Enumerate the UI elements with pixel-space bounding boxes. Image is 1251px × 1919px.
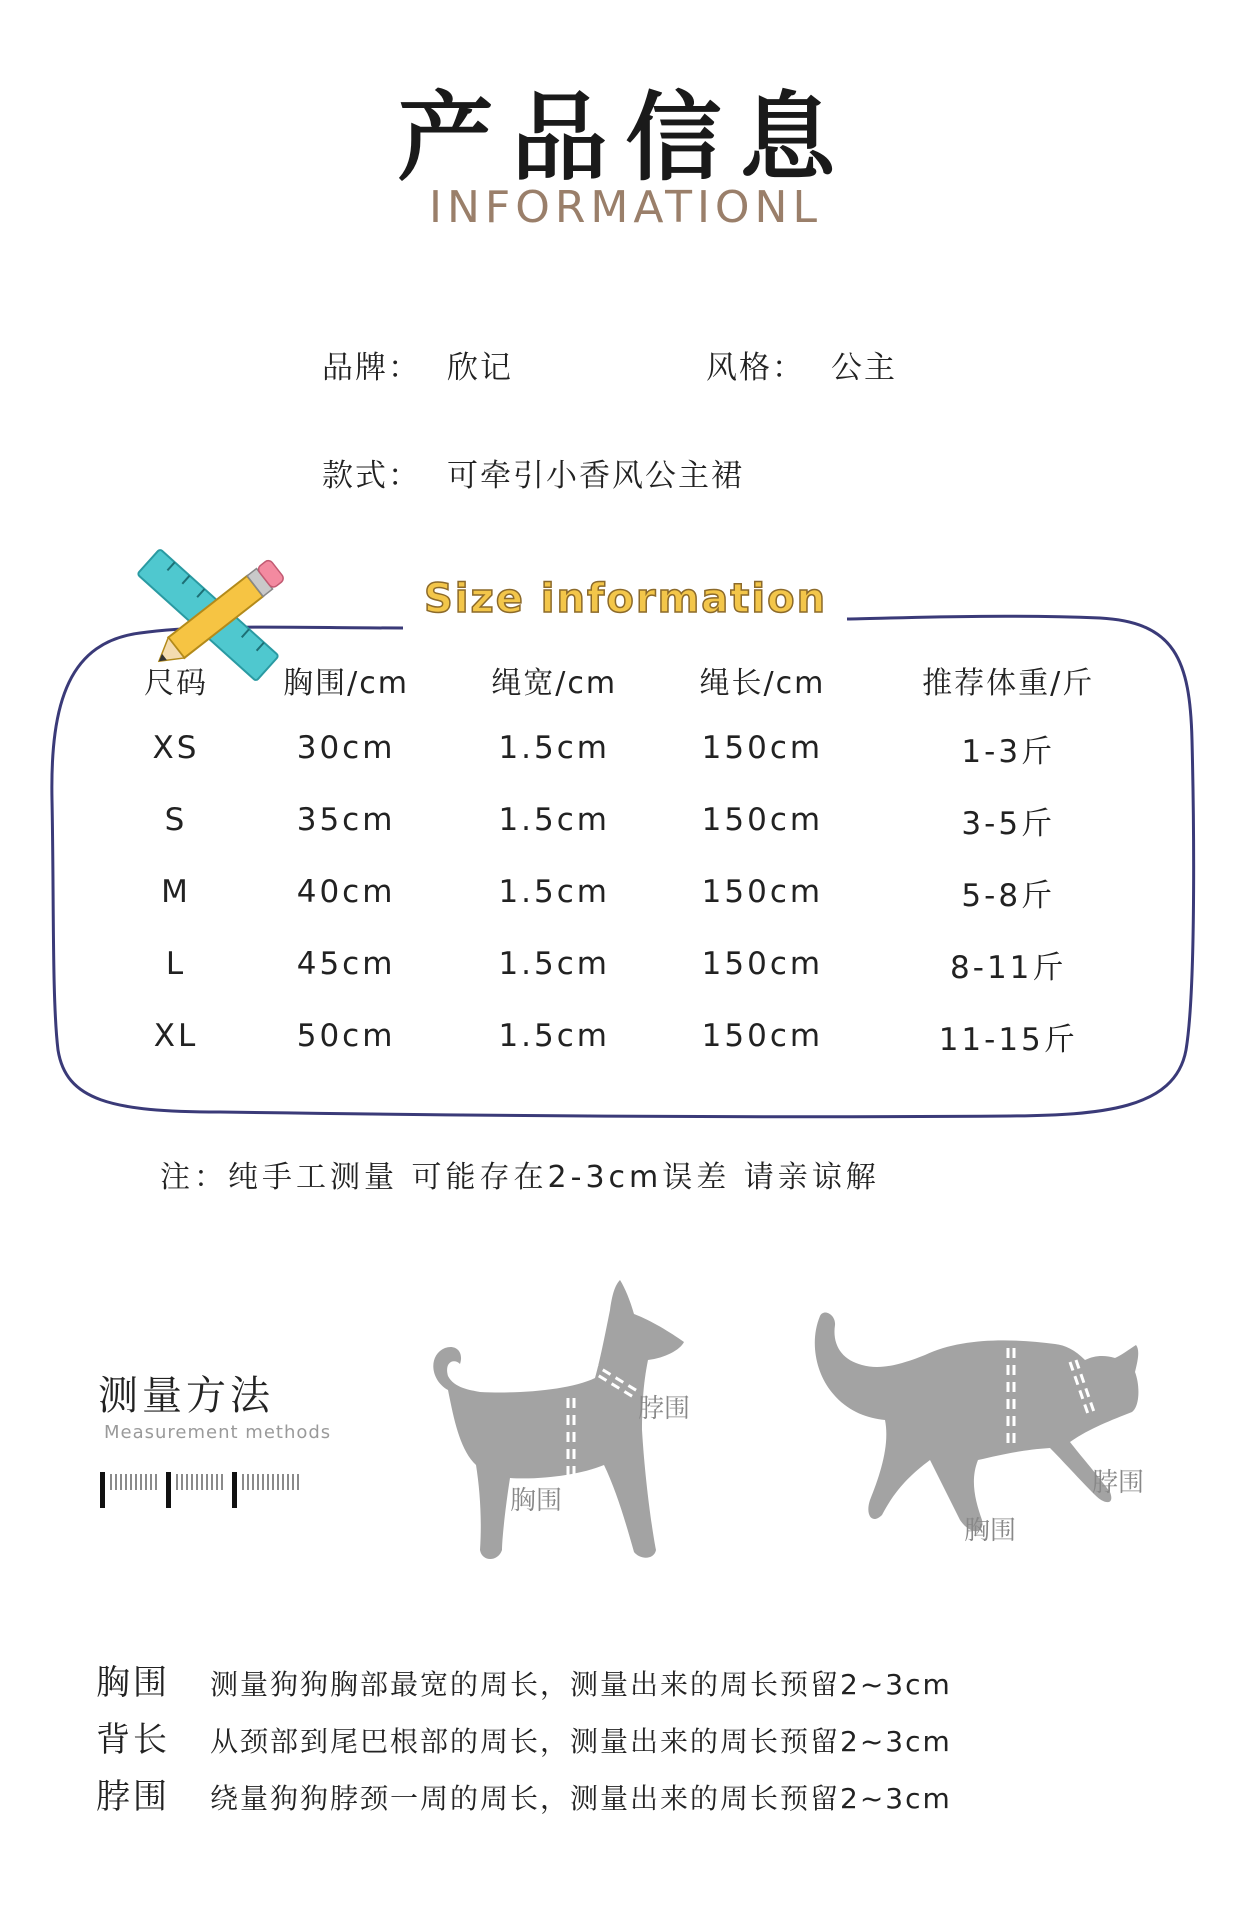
cat-chest-label: 胸围 [964,1516,1017,1546]
table-cell: 1-3斤 [961,733,1056,770]
table-cell: 3-5斤 [961,805,1056,842]
table-cell: 40cm [296,874,396,910]
style-label: 风格： [706,350,805,386]
brand-label: 品牌： [322,350,421,386]
table-cell: 1.5cm [498,874,610,910]
measurement-subtitle: Measurement methods [104,1422,332,1443]
table-cell: 45cm [296,946,396,982]
column-header: 胸围/cm [283,666,409,701]
definition-term: 脖围 [96,1777,170,1817]
table-row [110,856,1150,928]
definition-row [96,1769,952,1818]
style-value: 公主 [831,350,897,386]
type-label: 款式： [322,458,421,494]
page-subtitle: INFORMATIONL [429,182,822,233]
definition-row [96,1655,952,1704]
table-cell: M [161,874,191,910]
table-cell: 150cm [701,802,824,838]
size-table-header [110,648,1150,712]
definition-term: 背长 [96,1720,170,1760]
table-cell: 5-8斤 [961,877,1056,914]
dog-neck-label: 脖围 [638,1394,691,1424]
column-header: 绳长/cm [699,666,826,701]
definition-term: 胸围 [96,1663,170,1703]
table-cell: 1.5cm [498,802,610,838]
definition-desc: 绕量狗狗脖颈一周的周长，测量出来的周长预留2~3cm [210,1782,952,1815]
definition-desc: 从颈部到尾巴根部的周长，测量出来的周长预留2~3cm [210,1725,952,1758]
table-cell: XL [153,1018,199,1054]
table-row [110,784,1150,856]
table-row [110,928,1150,1000]
type-value: 可牵引小香风公主裙 [447,458,744,494]
table-cell: 150cm [701,946,824,982]
column-header: 推荐体重/斤 [922,666,1095,701]
table-cell: 50cm [296,1018,396,1054]
table-cell: 150cm [701,1018,824,1054]
column-header: 绳宽/cm [491,666,618,701]
table-row [110,1000,1150,1072]
table-cell: 1.5cm [498,730,610,766]
table-cell: 1.5cm [498,1018,610,1054]
column-header: 尺码 [144,666,208,701]
size-table [110,648,1150,1072]
ruler-icon [98,1466,308,1514]
table-row [110,712,1150,784]
page-title: 产品信息 [397,82,854,194]
table-cell: 150cm [701,730,824,766]
table-cell: 150cm [701,874,824,910]
table-cell: 1.5cm [498,946,610,982]
size-heading: Size information [423,576,828,622]
dog-chest-label: 胸围 [510,1486,563,1516]
dog-silhouette-icon [420,1280,720,1580]
table-cell: 8-11斤 [950,949,1067,986]
definition-row [96,1712,952,1761]
cat-neck-label: 脖围 [1092,1468,1145,1498]
table-cell: S [164,802,188,838]
table-cell: XS [152,730,200,766]
table-cell: 11-15斤 [938,1021,1078,1058]
table-cell: 35cm [296,802,396,838]
measurement-title: 测量方法 [98,1373,274,1419]
table-cell: 30cm [296,730,396,766]
measurement-note: 注：纯手工测量 可能存在2-3cm误差 请亲谅解 [160,1160,880,1195]
definition-desc: 测量狗狗胸部最宽的周长，测量出来的周长预留2~3cm [210,1668,952,1701]
brand-value: 欣记 [447,350,513,386]
table-cell: L [165,946,187,982]
